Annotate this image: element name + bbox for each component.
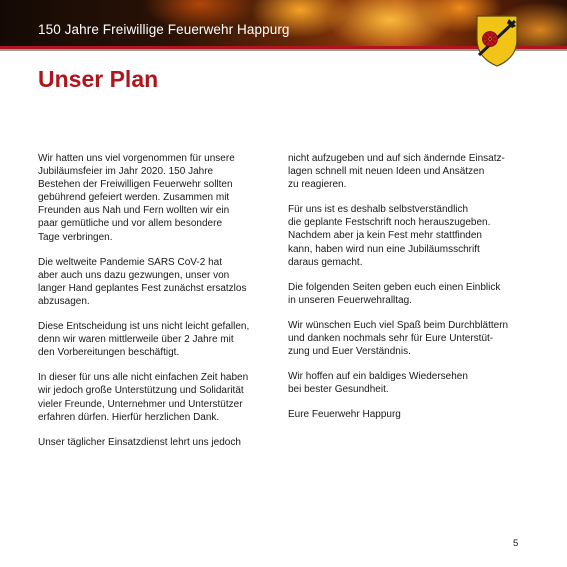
coat-of-arms-icon xyxy=(476,15,518,67)
paragraph xyxy=(288,370,524,396)
text-line: in unseren Feuerwehralltag. xyxy=(288,294,412,306)
text-line: Nachdem aber ja kein Fest mehr stattfinden xyxy=(288,230,482,242)
text-line: Bestehen der Freiwilligen Feuerwehr sollten xyxy=(38,179,233,191)
text-line: gebührend gefeiert werden. Zusammen mit xyxy=(38,192,230,204)
text-line: vieler Freunde, Unternehmer und Unterstützer xyxy=(38,398,243,410)
text-line: den Vorbereitungen beschäftigt. xyxy=(38,347,180,359)
page-heading: Unser Plan xyxy=(38,66,159,92)
text-line: In dieser für uns alle nicht einfachen Zeit haben xyxy=(38,372,249,384)
text-line: die geplante Festschrift noch herauszugeben. xyxy=(288,217,491,229)
text-line: Die folgenden Seiten geben euch einen Einblick xyxy=(288,281,501,293)
text-line: daraus gemacht. xyxy=(288,256,363,268)
text-line: Für uns ist es deshalb selbstverständlich xyxy=(288,204,469,216)
text-line: wir jedoch große Unterstützung und Solidarität xyxy=(38,385,244,397)
text-line: erfahren dürfen. Hierfür herzlichen Dank. xyxy=(38,411,220,423)
text-line: zung und Euer Verständnis. xyxy=(288,346,411,358)
text-line: Eure Feuerwehr Happurg xyxy=(288,409,401,421)
text-line: bei bester Gesundheit. xyxy=(288,384,389,396)
text-line: Wir hatten uns viel vorgenommen für unsere xyxy=(38,153,235,164)
paragraph xyxy=(38,152,274,244)
text-line: nicht aufzugeben und auf sich ändernde Einsatz- xyxy=(288,153,505,164)
text-line: denn wir waren mittlerweile über 2 Jahre mit xyxy=(38,334,234,346)
text-line: Jubiläumsfeier im Jahr 2020. 150 Jahre xyxy=(38,166,214,178)
text-line: kann, haben wird nun eine Jubiläumsschrift xyxy=(288,243,480,255)
text-column-right xyxy=(288,152,524,434)
text-line: paar gemütliche und vor allem besondere xyxy=(38,218,222,230)
text-line: Unser täglicher Einsatzdienst lehrt uns jedoch xyxy=(38,436,241,448)
text-line: Diese Entscheidung ist uns nicht leicht gefallen, xyxy=(38,321,250,333)
paragraph xyxy=(288,203,524,268)
paragraph xyxy=(38,320,274,359)
text-line: Freunden aus Nah und Fern wollten wir ein xyxy=(38,205,230,217)
text-line: aber auch uns dazu gezwungen, unser von xyxy=(38,269,230,281)
text-line: abzusagen. xyxy=(38,295,90,307)
text-line: lagen schnell mit neuen Ideen und Ansätzen xyxy=(288,166,485,178)
paragraph xyxy=(38,256,274,308)
paragraph xyxy=(38,371,274,423)
text-line: und danken nochmals sehr für Eure Unterstüt- xyxy=(288,333,494,345)
text-line: Tage verbringen. xyxy=(38,231,113,243)
page-number: 5 xyxy=(513,538,519,549)
text-line: Die weltweite Pandemie SARS CoV-2 hat xyxy=(38,256,222,268)
text-column-left xyxy=(38,152,274,461)
banner-title: 150 Jahre Freiwillige Feuerwehr Happurg xyxy=(38,22,290,37)
paragraph xyxy=(288,281,524,307)
text-line: zu reagieren. xyxy=(288,179,347,191)
text-line: Wir hoffen auf ein baldiges Wiedersehen xyxy=(288,371,468,383)
paragraph xyxy=(288,152,524,191)
paragraph xyxy=(38,436,274,449)
paragraph xyxy=(288,408,524,421)
paragraph xyxy=(288,319,524,358)
text-line: Wir wünschen Euch viel Spaß beim Durchblättern xyxy=(288,319,509,331)
text-line: langer Hand geplantes Fest zunächst ersatzlos xyxy=(38,282,247,294)
